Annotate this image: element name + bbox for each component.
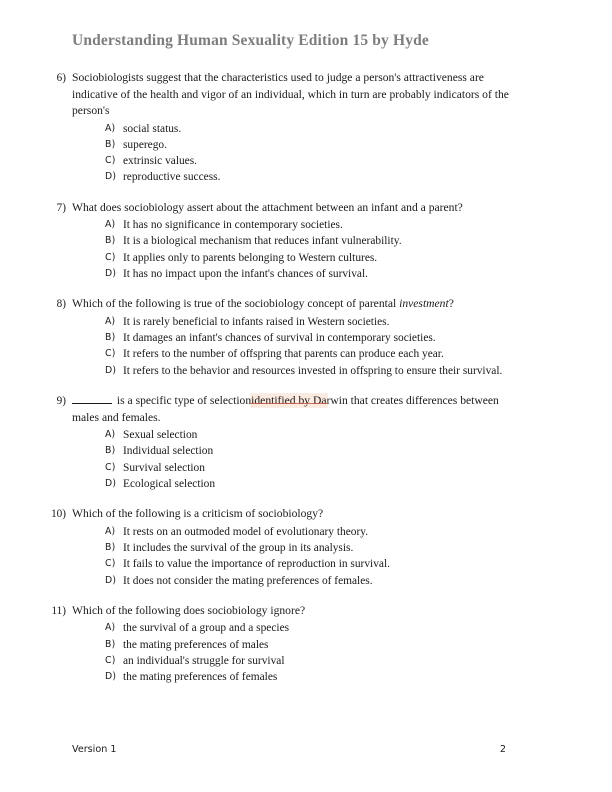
question-text-segment: Which of the following does sociobiology ignore?	[72, 603, 306, 617]
answer-option-text: It refers to the behavior and resources invested in offspring to ensure their survival.	[123, 364, 503, 377]
answer-option[interactable]	[0, 266, 612, 282]
answer-option-letter: C)	[105, 155, 116, 167]
answer-option-letter: A)	[105, 122, 116, 134]
answer-option-letter: A)	[105, 219, 116, 231]
answer-option-letter: D)	[105, 364, 117, 376]
question-list	[0, 70, 612, 700]
answer-option-text: reproductive success.	[123, 171, 221, 184]
answer-option-text: Sexual selection	[123, 429, 198, 442]
question-block	[0, 296, 612, 379]
question-number: 10)	[51, 508, 66, 521]
answer-option-list	[0, 427, 612, 492]
answer-option[interactable]	[0, 346, 612, 362]
question-emphasis-term: investment	[399, 297, 449, 311]
footer-version-label: Version 1	[72, 744, 117, 755]
answer-option-list	[0, 620, 612, 685]
answer-option-letter: C)	[105, 558, 116, 570]
answer-option-letter: A)	[105, 315, 116, 327]
answer-option-text: Ecological selection	[123, 477, 216, 490]
answer-option[interactable]	[0, 653, 612, 669]
answer-option-letter: B)	[105, 332, 116, 344]
page-title: Understanding Human Sexuality Edition 15 by Hyde	[72, 32, 429, 49]
answer-option-letter: B)	[105, 445, 116, 457]
question-block	[0, 603, 612, 686]
answer-option-text: social status.	[123, 122, 182, 135]
answer-option[interactable]	[0, 620, 612, 636]
answer-option[interactable]	[0, 217, 612, 233]
answer-option-letter: D)	[105, 671, 117, 683]
answer-option[interactable]	[0, 460, 612, 476]
question-text-segment: is a specific type of selection	[114, 394, 252, 408]
question-text	[72, 296, 454, 313]
answer-option-letter: D)	[105, 574, 117, 586]
answer-option-letter: B)	[105, 235, 116, 247]
answer-option-list	[0, 524, 612, 589]
question-block	[0, 393, 612, 492]
question-header	[0, 603, 612, 620]
answer-option-text: extrinsic values.	[123, 155, 198, 168]
question-header	[0, 506, 612, 523]
answer-option[interactable]	[0, 314, 612, 330]
answer-option-letter: C)	[105, 348, 116, 360]
answer-option[interactable]	[0, 540, 612, 556]
question-text-segment: ?	[448, 297, 454, 311]
question-block	[0, 200, 612, 283]
answer-option-letter: C)	[105, 461, 116, 473]
answer-option-text: It has no impact upon the infant's chances of survival.	[123, 268, 368, 281]
answer-option[interactable]	[0, 363, 612, 379]
answer-option-letter: B)	[105, 138, 116, 150]
question-text	[72, 393, 510, 426]
answer-option-letter: A)	[105, 429, 116, 441]
answer-option-text: Individual selection	[123, 445, 214, 458]
answer-option-text: It refers to the number of offspring that parents can produce each year.	[123, 348, 444, 361]
answer-option-letter: A)	[105, 525, 116, 537]
answer-option[interactable]	[0, 637, 612, 653]
question-text	[72, 603, 305, 620]
answer-option[interactable]	[0, 556, 612, 572]
answer-option[interactable]	[0, 443, 612, 459]
answer-option-list	[0, 217, 612, 282]
answer-option[interactable]	[0, 137, 612, 153]
answer-option-text: the survival of a group and a species	[123, 622, 290, 635]
answer-option[interactable]	[0, 524, 612, 540]
answer-option-list	[0, 314, 612, 379]
answer-option-text: It has no significance in contemporary societies.	[123, 219, 343, 232]
answer-option-letter: C)	[105, 251, 116, 263]
answer-option-letter: D)	[105, 477, 117, 489]
fill-in-blank	[72, 393, 112, 404]
answer-option-text: It applies only to parents belonging to Western cultures.	[123, 251, 378, 264]
answer-option-text: the mating preferences of females	[123, 671, 278, 684]
question-number: 8)	[56, 298, 66, 311]
answer-option[interactable]	[0, 476, 612, 492]
question-header	[0, 70, 612, 120]
answer-option[interactable]	[0, 427, 612, 443]
answer-option[interactable]	[0, 169, 612, 185]
page-footer	[72, 744, 540, 755]
answer-option[interactable]	[0, 250, 612, 266]
question-text	[72, 200, 463, 217]
answer-option-letter: C)	[105, 655, 116, 667]
question-number: 7)	[56, 201, 66, 214]
answer-option-letter: D)	[105, 268, 117, 280]
answer-option-letter: B)	[105, 638, 116, 650]
answer-option-text: superego.	[123, 138, 167, 151]
answer-option-text: It is rarely beneficial to infants raised in Western societies.	[123, 315, 390, 328]
question-text	[72, 506, 323, 523]
answer-option[interactable]	[0, 669, 612, 685]
highlighted-revision-text: identified by Da	[251, 394, 327, 408]
question-text	[72, 70, 510, 120]
question-number: 9)	[56, 395, 66, 408]
question-text-segment: Sociobiologists suggest that the characteristics used to judge a person's attractiveness are indicative of the health and vigor of an individual, which in turn are probably indicators of the person's	[72, 71, 509, 117]
answer-option[interactable]	[0, 233, 612, 249]
answer-option-letter: D)	[105, 171, 117, 183]
answer-option[interactable]	[0, 153, 612, 169]
answer-option-text: It does not consider the mating preferences of females.	[123, 574, 373, 587]
question-text-segment: Which of the following is a criticism of sociobiology?	[72, 507, 324, 521]
answer-option-text: It includes the survival of the group in its analysis.	[123, 542, 354, 555]
question-text-segment: rwin that creates differences between males and females.	[72, 394, 499, 424]
question-text-segment: What does sociobiology assert about the attachment between an infant and a parent?	[72, 200, 463, 214]
answer-option-text: It damages an infant's chances of survival in contemporary societies.	[123, 332, 436, 345]
question-number: 6)	[56, 72, 66, 84]
question-header	[0, 296, 612, 313]
answer-option-text: Survival selection	[123, 461, 205, 474]
answer-option[interactable]	[0, 121, 612, 137]
answer-option-letter: B)	[105, 542, 116, 554]
question-header	[0, 393, 612, 426]
answer-option-letter: A)	[105, 622, 116, 634]
answer-option[interactable]	[0, 330, 612, 346]
answer-option[interactable]	[0, 573, 612, 589]
question-block	[0, 506, 612, 589]
question-header	[0, 200, 612, 217]
answer-option-list	[0, 121, 612, 186]
question-text-segment: Which of the following is true of the sociobiology concept of parental	[72, 297, 400, 311]
question-block	[0, 70, 612, 186]
answer-option-text: an individual's struggle for survival	[123, 655, 285, 668]
answer-option-text: It rests on an outmoded model of evolutionary theory.	[123, 525, 369, 538]
footer-page-number: 2	[499, 744, 506, 755]
answer-option-text: It is a biological mechanism that reduces infant vulnerability.	[123, 235, 402, 248]
question-number: 11)	[51, 604, 66, 617]
answer-option-text: It fails to value the importance of reproduction in survival.	[123, 558, 390, 571]
answer-option-text: the mating preferences of males	[123, 638, 269, 651]
